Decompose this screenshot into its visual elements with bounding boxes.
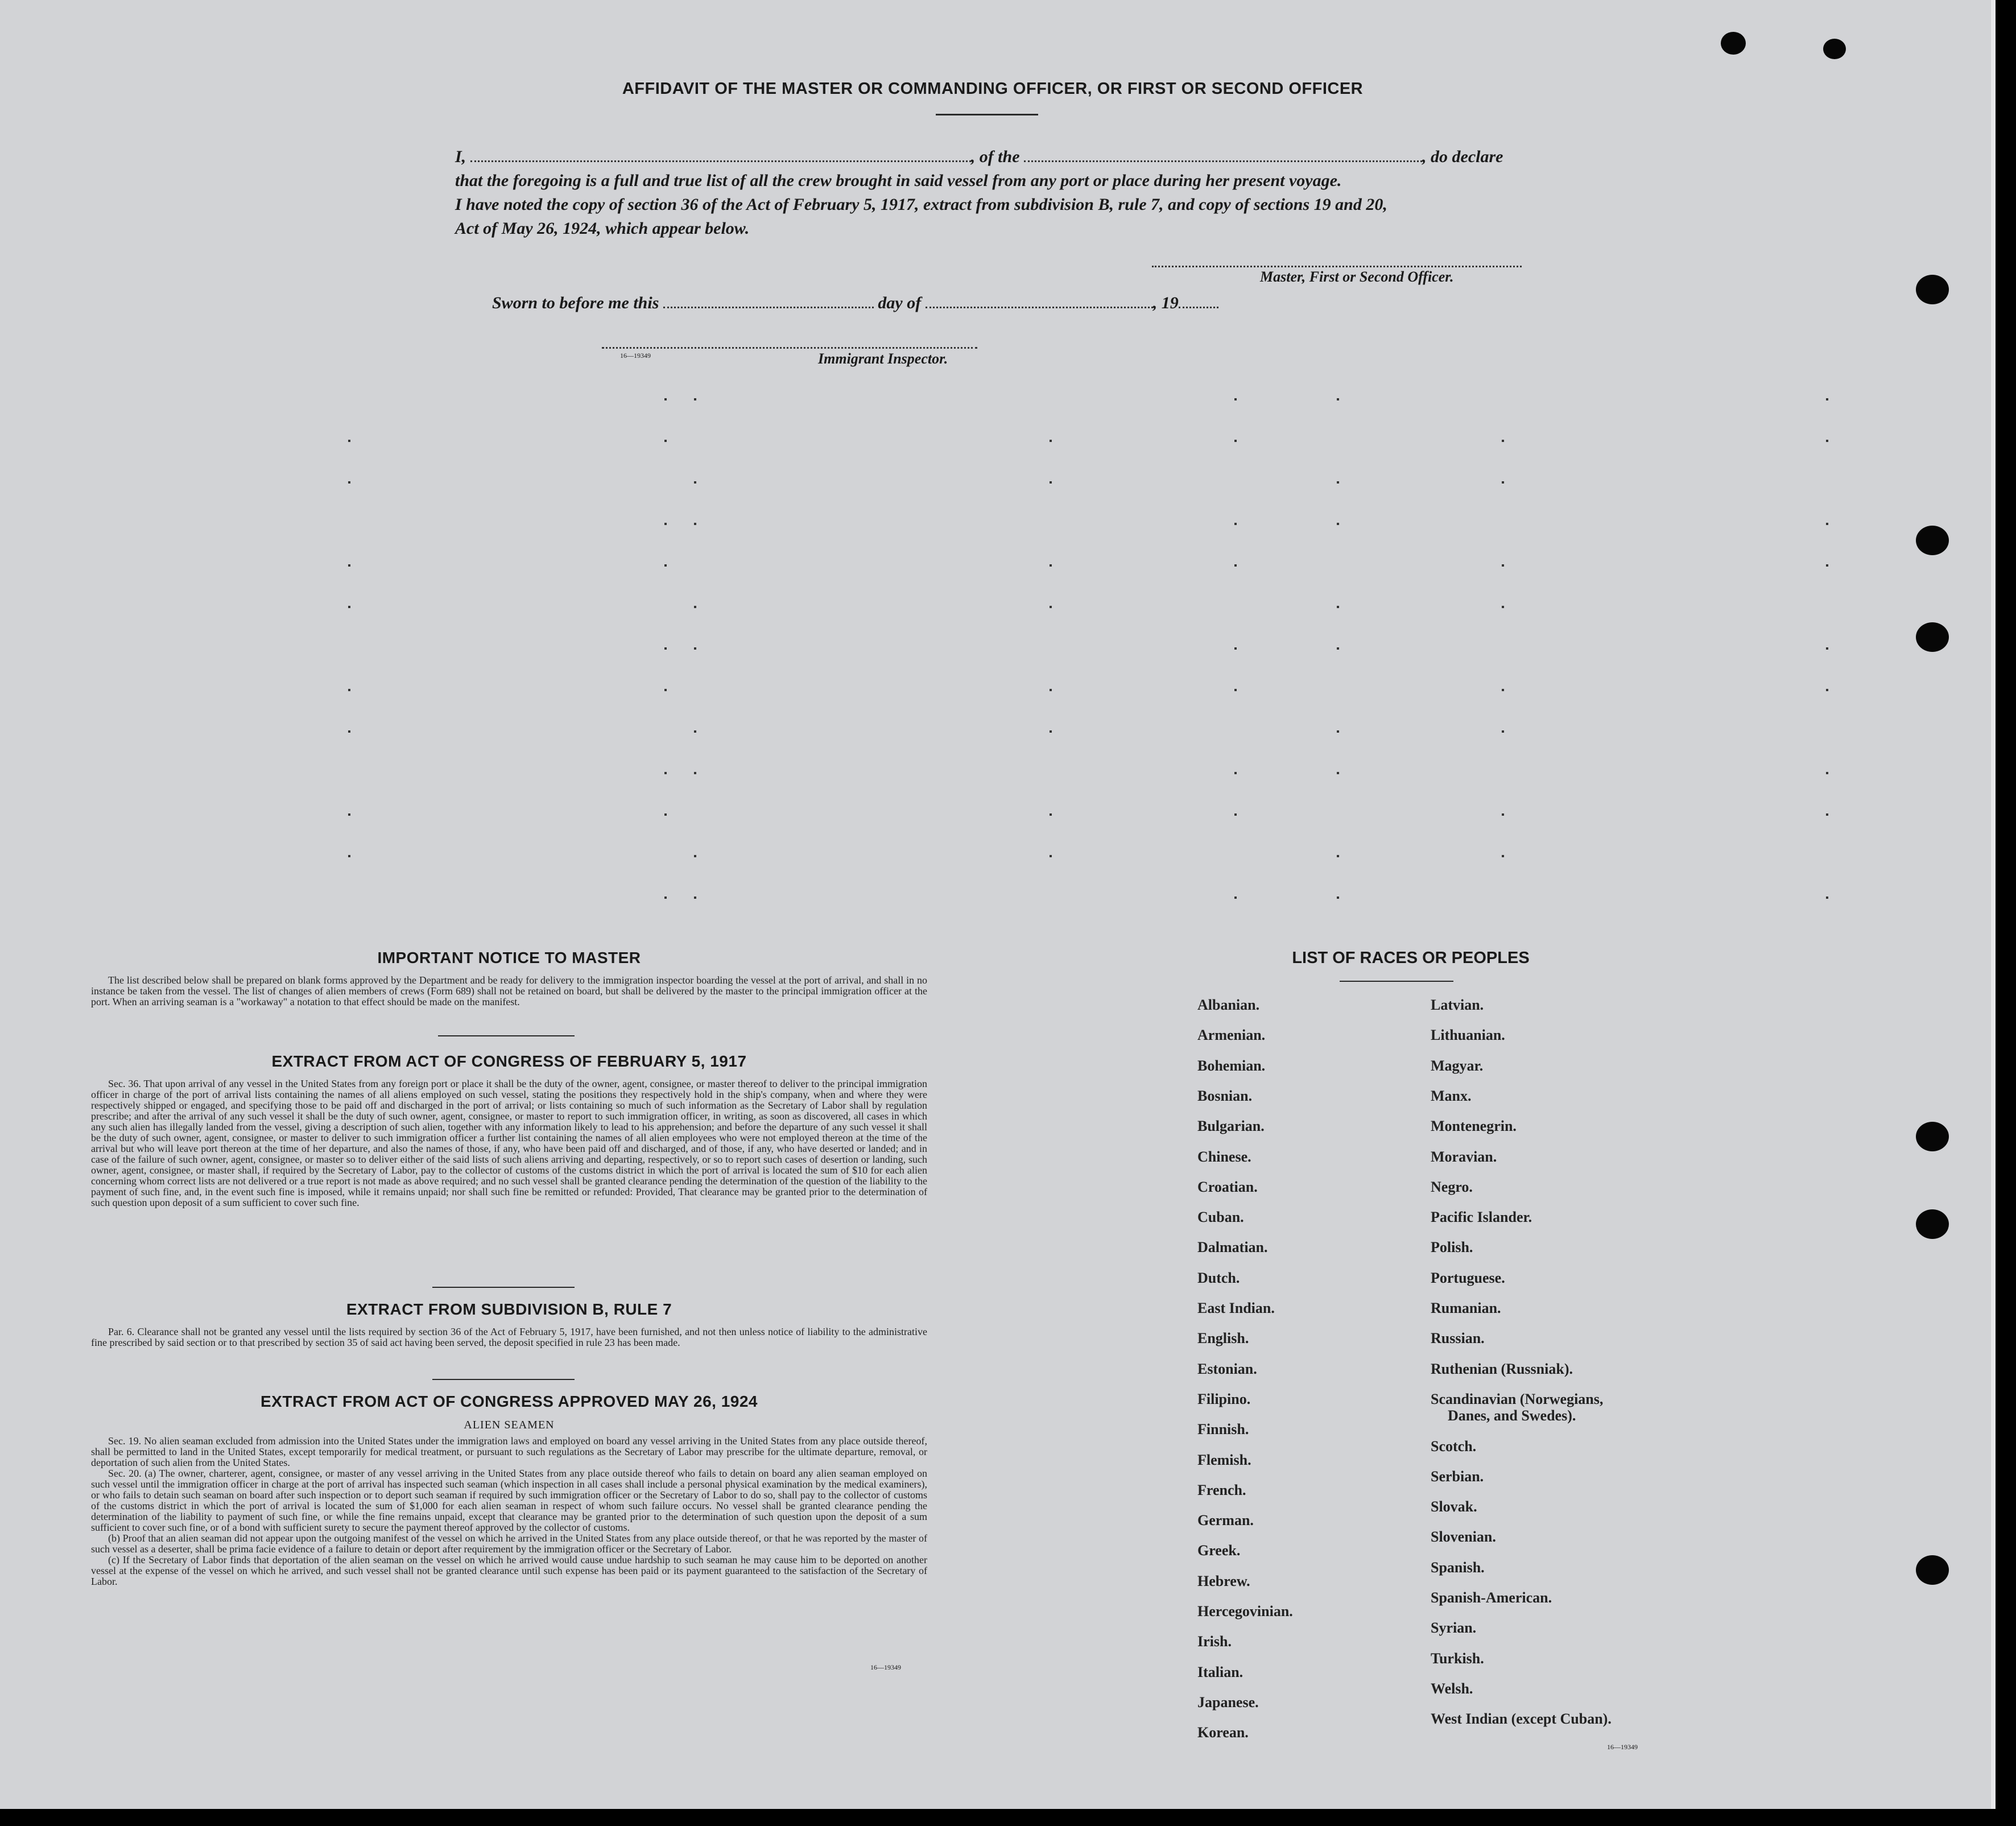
extract-1924-text [91, 1436, 927, 1587]
punch-hole [1823, 39, 1846, 59]
race-item: Spanish-American. [1431, 1589, 1552, 1606]
race-item: Dutch. [1197, 1269, 1240, 1286]
print-speck [1337, 855, 1339, 857]
sworn-day-field[interactable] [663, 301, 874, 308]
print-speck [348, 606, 350, 608]
print-speck [1826, 772, 1828, 774]
print-speck [1337, 523, 1339, 525]
print-speck [1234, 689, 1237, 691]
race-item: Spanish. [1431, 1559, 1485, 1576]
title-rule [936, 114, 1038, 115]
race-item: Italian. [1197, 1663, 1244, 1680]
print-speck [1502, 440, 1504, 442]
print-speck [348, 813, 350, 816]
print-speck [1337, 481, 1339, 484]
print-speck [1050, 730, 1052, 733]
inspector-signature-line[interactable] [602, 347, 977, 349]
race-item: Manx. [1431, 1087, 1472, 1104]
print-speck [348, 481, 350, 484]
race-item: Cuban. [1197, 1209, 1244, 1226]
race-item: Albanian. [1197, 997, 1260, 1013]
print-speck [1050, 855, 1052, 857]
race-item: Slovenian. [1431, 1528, 1496, 1546]
race-item: Bosnian. [1197, 1087, 1253, 1104]
print-speck [1826, 689, 1828, 691]
print-speck [664, 897, 667, 899]
divider-1 [438, 1035, 575, 1036]
punch-hole [1721, 32, 1746, 55]
race-item: Ruthenian (Russniak). [1431, 1360, 1573, 1377]
rule-7-title: EXTRACT FROM SUBDIVISION B, RULE 7 [346, 1300, 672, 1318]
inspector-label: Immigrant Inspector. [818, 350, 948, 367]
print-speck [1337, 398, 1339, 400]
print-speck [1234, 772, 1237, 774]
race-item: Scotch. [1431, 1437, 1477, 1455]
print-speck [1234, 440, 1237, 442]
form-number-notice: 16—19349 [870, 1663, 901, 1671]
race-item: Greek. [1197, 1542, 1241, 1559]
race-item: Welsh. [1431, 1680, 1473, 1697]
rule-7-text [91, 1327, 927, 1348]
print-speck [1502, 481, 1504, 484]
print-speck [694, 523, 696, 525]
print-speck [694, 481, 696, 484]
notice-paragraph: The list described below shall be prepared on blank forms approved by the Department and be ready for delivery to the immigration inspector boarding the vessel at the port of arrival, and shall in no instance be taken from the vessel. The list of changes of alien members of crews (Form 689) shall not be retained on board, but shall be delivered by the master to the principal immigration officer at the port. When an arriving seaman is a "workaway" a notation to that effect should be made on the manifest. [91, 974, 927, 1007]
section-19-paragraph: Sec. 19. No alien seaman excluded from admission into the United States under the immigration laws and employed on board any vessel arriving in the United States from any place outside thereof, shall be permitted to land in the United States, except temporarily for medical treatment, or pursuant to such regulations as the Secretary of Labor may prescribe for the ultimate departure, removal, or deportation of such alien from the United States. [91, 1435, 927, 1468]
sworn-day-label: day of [878, 294, 922, 312]
affidavit-body [455, 145, 1547, 241]
print-speck [1234, 523, 1237, 525]
race-item: Chinese. [1197, 1148, 1251, 1165]
print-speck [1502, 606, 1504, 608]
punch-hole [1916, 1122, 1949, 1151]
divider-2 [432, 1287, 575, 1288]
race-item: Latvian. [1431, 997, 1484, 1013]
race-item: Hebrew. [1197, 1572, 1250, 1589]
affidavit-title: AFFIDAVIT OF THE MASTER OR COMMANDING OFFICER, OR FIRST OR SECOND OFFICER [622, 80, 1364, 98]
print-speck [1050, 689, 1052, 691]
print-speck [1502, 813, 1504, 816]
vessel-name-field[interactable] [1024, 155, 1422, 162]
race-item: East Indian. [1197, 1300, 1275, 1316]
print-speck [1337, 730, 1339, 733]
master-signature-line[interactable] [1152, 266, 1522, 267]
print-speck [348, 855, 350, 857]
race-item: Armenian. [1197, 1027, 1266, 1044]
extract-1917-text [91, 1079, 927, 1208]
affidavit-line-4: Act of May 26, 1924, which appear below. [455, 219, 750, 238]
print-speck [1050, 440, 1052, 442]
race-item: English. [1197, 1330, 1249, 1347]
print-speck [694, 730, 696, 733]
vessel-prefix: , of the [970, 147, 1020, 166]
declarant-prefix: I, [455, 147, 466, 166]
notice-text [91, 975, 927, 1007]
race-item: Magyar. [1431, 1057, 1484, 1074]
sworn-year-field[interactable] [1179, 301, 1218, 308]
print-speck [1502, 689, 1504, 691]
print-speck [1234, 398, 1237, 400]
print-speck [664, 647, 667, 650]
race-item: Portuguese. [1431, 1269, 1505, 1286]
print-speck [1826, 440, 1828, 442]
race-item: Scandinavian (Norwegians, [1431, 1390, 1604, 1407]
race-item: Moravian. [1431, 1148, 1497, 1165]
race-item: Flemish. [1197, 1451, 1251, 1468]
print-speck [1234, 897, 1237, 899]
race-item: Bohemian. [1197, 1057, 1266, 1074]
print-speck [1826, 523, 1828, 525]
print-speck [694, 772, 696, 774]
print-speck [1826, 813, 1828, 816]
section-36-paragraph: Sec. 36. That upon arrival of any vessel in the United States from any foreign port or place it shall be the duty of the owner, agent, consignee, or master thereof to deliver to the principal immigration officer in charge of the port of arrival lists containing the names of all aliens employed on such vessel, stating the positions they respectively hold in the ship's company, when and where they were respectively shipped or engaged, and specifying those to be paid off and discharged in the port of arrival; or lists containing so much of such information as the Secretary of Labor shall by regulation prescribe; and after the arrival of any such vessel it shall be the duty of such owner, agent, consignee, or master to report to such immigration officer, in writing, as soon as discovered, all cases in which any such alien has illegally landed from the vessel, giving a description of such alien, together with any information likely to lead to his apprehension; and before the departure of any such vessel it shall be the duty of such owner, agent, consignee, or master to deliver to such immigration officer a further list containing the names of all alien employees who were not employed thereon at the time of the arrival but who will leave port thereon at the time of her departure, and also the names of those, if any, who have been paid off and discharged, and of those, if any, who have deserted or landed; and in case of the failure of such owner, agent, consignee, or master so to deliver either of the said lists of such aliens arriving and departing, respectively, or so to report such cases of desertion or landing, such owner, agent, consignee, or master shall, if required by the Secretary of Labor, pay to the collector of customs of the customs district in which the port of arrival is located the sum of $10 for each alien concerning whom correct lists are not delivered or a true report is not made as above required; and no such vessel shall be granted clearance pending the determination of the question of the liability to the payment of such fine, and, in the event such fine is imposed, while it remains unpaid; nor shall such fine be remitted or refunded: Provided, That clearance may be granted prior to the determination of such question upon deposit of a sum sufficient to cover such fine. [91, 1078, 927, 1208]
race-item: Croatian. [1197, 1178, 1258, 1195]
race-item: Bulgarian. [1197, 1118, 1265, 1135]
print-speck [1234, 564, 1237, 567]
sworn-line [492, 291, 1345, 315]
print-speck [664, 564, 667, 567]
divider-3 [432, 1379, 575, 1380]
print-speck [664, 398, 667, 400]
form-number-races: 16—19349 [1607, 1743, 1638, 1751]
affidavit-line-3: I have noted the copy of section 36 of the Act of February 5, 1917, extract from subdivision B, rule 7, and copy of sections 19 and 20, [455, 195, 1387, 214]
race-item: Negro. [1431, 1178, 1473, 1195]
race-item: Hercegovinian. [1197, 1603, 1293, 1620]
section-20a-paragraph: Sec. 20. (a) The owner, charterer, agent, consignee, or master of any vessel arriving in the United States from any place outside thereof who fails to detain on board any alien seaman employed on such vessel until the immigration officer in charge at the port of arrival has inspected such seaman (which inspection in all cases shall include a personal physical examination by the medical examiners), or who fails to detain such seaman on board after such inspection or to deport such seaman if required by such immigration officer or the Secretary of Labor to do so, shall pay to the collector of customs of the customs district in which the port of arrival is located the sum of $1,000 for each alien seaman in respect of whom such failure occurs. No vessel shall be granted clearance pending the determination of the liability to payment of such fine, or while the fine remains unpaid, except that clearance may be granted prior to the determination of such question upon the deposit of a sum sufficient to cover such fine, or of a bond with sufficient surety to secure the payment thereof approved by the collector of customs. [91, 1468, 927, 1533]
sworn-year-label: , 19 [1152, 294, 1179, 312]
print-speck [1234, 647, 1237, 650]
form-number-top: 16—19349 [620, 352, 651, 360]
race-item: Japanese. [1197, 1693, 1259, 1711]
print-speck [664, 772, 667, 774]
race-item: German. [1197, 1512, 1254, 1529]
print-speck [348, 440, 350, 442]
print-speck [1050, 481, 1052, 484]
print-speck [694, 897, 696, 899]
print-speck [694, 606, 696, 608]
declarant-name-field[interactable] [470, 155, 971, 162]
extract-1917-title: EXTRACT FROM ACT OF CONGRESS OF FEBRUARY 5, 1917 [271, 1052, 747, 1070]
print-speck [348, 689, 350, 691]
paragraph-6: Par. 6. Clearance shall not be granted any vessel until the lists required by section 36 of the Act of February 5, 1917, have been furnished, and not then unless notice of liability to the administrative fine prescribed by said section or to that prescribed by section 35 of said act having been served, the deposit specified in rule 23 has been made. [91, 1326, 927, 1348]
section-20b-paragraph: (b) Proof that an alien seaman did not appear upon the outgoing manifest of the vessel on which he arrived in the United States from any place outside thereof, or that he was reported by the master of such vessel as a deserter, shall be prima facie evidence of a failure to detain or deport after requirement by the immigration officer or the Secretary of Labor. [91, 1532, 927, 1555]
races-title: LIST OF RACES OR PEOPLES [1292, 949, 1530, 967]
sworn-month-field[interactable] [926, 301, 1153, 308]
race-item: Irish. [1197, 1633, 1232, 1650]
print-speck [1826, 564, 1828, 567]
print-speck [664, 440, 667, 442]
race-item: Montenegrin. [1431, 1118, 1517, 1135]
race-item: Slovak. [1431, 1498, 1477, 1515]
race-item: Turkish. [1431, 1650, 1484, 1667]
print-speck [664, 689, 667, 691]
print-speck [664, 523, 667, 525]
print-speck [348, 730, 350, 733]
print-speck [1337, 897, 1339, 899]
print-speck [694, 855, 696, 857]
race-item: Rumanian. [1431, 1300, 1501, 1316]
race-item: Danes, and Swedes). [1448, 1407, 1576, 1424]
print-speck [1826, 897, 1828, 899]
race-item: French. [1197, 1481, 1246, 1498]
punch-hole [1916, 275, 1949, 304]
print-speck [1502, 564, 1504, 567]
race-item: Pacific Islander. [1431, 1209, 1532, 1226]
race-item: Finnish. [1197, 1421, 1249, 1438]
race-item: Russian. [1431, 1330, 1485, 1347]
race-item: Serbian. [1431, 1468, 1484, 1485]
print-speck [1337, 772, 1339, 774]
affidavit-line-1 [455, 145, 1547, 169]
race-item: Polish. [1431, 1239, 1473, 1256]
race-item: Filipino. [1197, 1390, 1251, 1407]
print-speck [1826, 398, 1828, 400]
notice-title: IMPORTANT NOTICE TO MASTER [377, 949, 641, 966]
race-item: West Indian (except Cuban). [1431, 1711, 1612, 1728]
print-speck [1502, 855, 1504, 857]
print-speck [1337, 606, 1339, 608]
print-speck [694, 647, 696, 650]
print-speck [1337, 647, 1339, 650]
print-speck [664, 813, 667, 816]
race-item: Lithuanian. [1431, 1027, 1505, 1044]
punch-hole [1916, 1555, 1949, 1585]
declare-text: , do declare [1422, 147, 1503, 166]
affidavit-line-2: that the foregoing is a full and true list of all the crew brought in said vessel from any port or place during her present voyage. [455, 171, 1342, 190]
alien-seamen-subtitle: ALIEN SEAMEN [464, 1419, 555, 1431]
races-rule [1340, 981, 1453, 982]
print-speck [1826, 647, 1828, 650]
master-signature-label: Master, First or Second Officer. [1260, 268, 1454, 285]
print-speck [1050, 606, 1052, 608]
race-item: Dalmatian. [1197, 1239, 1268, 1256]
print-speck [1050, 564, 1052, 567]
punch-hole [1916, 622, 1949, 652]
punch-hole [1916, 526, 1949, 555]
punch-hole [1916, 1209, 1949, 1239]
race-item: Korean. [1197, 1724, 1249, 1741]
sworn-text: Sworn to before me this [492, 294, 659, 312]
race-item: Syrian. [1431, 1620, 1477, 1637]
section-20c-paragraph: (c) If the Secretary of Labor finds that deportation of the alien seaman on the vessel on which he arrived would cause undue hardship to such seaman he may cause him to be deported on another vessel at the expense of the vessel on which he arrived, and such vessel shall not be granted clearance until such expense has been paid or its payment guaranteed to the satisfaction of the Secretary of Labor. [91, 1554, 927, 1587]
print-speck [1050, 813, 1052, 816]
extract-1924-title: EXTRACT FROM ACT OF CONGRESS APPROVED MAY 26, 1924 [261, 1393, 758, 1410]
print-speck [1234, 813, 1237, 816]
print-speck [694, 398, 696, 400]
print-speck [1502, 730, 1504, 733]
print-speck [348, 564, 350, 567]
race-item: Estonian. [1197, 1360, 1257, 1377]
